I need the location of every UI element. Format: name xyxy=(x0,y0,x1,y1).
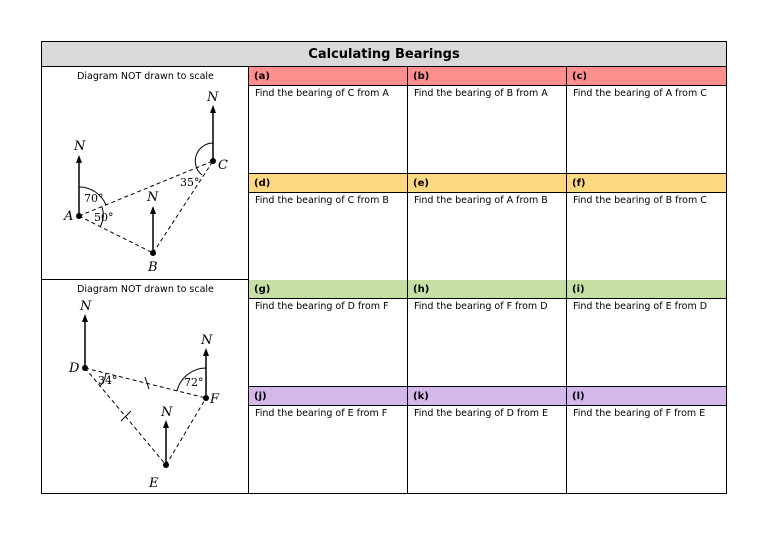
question-letter: (d) xyxy=(249,174,407,193)
angle-label: 35° xyxy=(180,176,200,189)
question-d xyxy=(249,174,408,281)
north-label: N xyxy=(74,139,86,154)
question-letter: (c) xyxy=(567,67,726,86)
question-text: Find the bearing of C from A xyxy=(255,88,389,99)
question-c xyxy=(567,67,726,174)
diagram-caption: Diagram NOT drawn to scale xyxy=(77,71,214,82)
question-h xyxy=(408,280,567,387)
question-letter: (h) xyxy=(408,280,566,299)
question-text: Find the bearing of A from B xyxy=(414,195,548,206)
point-label-f: F xyxy=(210,392,220,407)
question-letter: (g) xyxy=(249,280,407,299)
point-b xyxy=(150,250,156,256)
bearing-diagram-abc xyxy=(42,67,249,280)
point-label-b: B xyxy=(148,260,158,275)
diagram-caption: Diagram NOT drawn to scale xyxy=(77,284,214,295)
point-a xyxy=(76,213,82,219)
question-text: Find the bearing of E from D xyxy=(573,301,708,312)
question-letter: (e) xyxy=(408,174,566,193)
question-l xyxy=(567,387,726,493)
angle-label: 34° xyxy=(98,374,118,387)
question-letter: (k) xyxy=(408,387,566,406)
north-label: N xyxy=(161,405,173,420)
point-label-d: D xyxy=(69,361,80,376)
point-label-a: A xyxy=(64,209,74,224)
north-arrow-f xyxy=(203,348,209,356)
diagram-abc xyxy=(42,67,249,280)
point-label-e: E xyxy=(149,476,159,491)
question-i xyxy=(567,280,726,387)
question-letter: (a) xyxy=(249,67,407,86)
point-c xyxy=(210,158,216,164)
point-e xyxy=(163,462,169,468)
bearing-diagram-def xyxy=(42,280,249,493)
question-text: Find the bearing of A from C xyxy=(573,88,707,99)
question-g xyxy=(249,280,408,387)
point-d xyxy=(82,365,88,371)
question-text: Find the bearing of B from A xyxy=(414,88,548,99)
question-letter: (i) xyxy=(567,280,726,299)
line-ab xyxy=(79,216,153,253)
question-b xyxy=(408,67,567,174)
question-text: Find the bearing of C from B xyxy=(255,195,389,206)
point-label-c: C xyxy=(218,158,228,173)
worksheet-title: Calculating Bearings xyxy=(42,42,726,67)
question-letter: (f) xyxy=(567,174,726,193)
north-label: N xyxy=(207,90,219,105)
point-f xyxy=(203,395,209,401)
angle-label: 70° xyxy=(84,192,104,205)
question-letter: (b) xyxy=(408,67,566,86)
question-e xyxy=(408,174,567,281)
line-bc xyxy=(153,161,213,253)
north-arrow-d xyxy=(82,314,88,322)
north-arrow-e xyxy=(163,420,169,428)
question-k xyxy=(408,387,567,493)
equal-side-tick xyxy=(145,377,149,389)
question-text: Find the bearing of F from D xyxy=(414,301,548,312)
north-label: N xyxy=(201,333,213,348)
question-j xyxy=(249,387,408,493)
question-text: Find the bearing of F from E xyxy=(573,408,706,419)
angle-label: 72° xyxy=(184,376,204,389)
question-f xyxy=(567,174,726,281)
diagram-def xyxy=(42,280,249,493)
question-text: Find the bearing of D from E xyxy=(414,408,549,419)
question-letter: (j) xyxy=(249,387,407,406)
question-text: Find the bearing of B from C xyxy=(573,195,707,206)
north-arrow-c xyxy=(210,105,216,113)
question-text: Find the bearing of E from F xyxy=(255,408,388,419)
north-arrow-b xyxy=(150,206,156,214)
north-arrow-a xyxy=(76,155,82,163)
question-text: Find the bearing of D from F xyxy=(255,301,389,312)
north-label: N xyxy=(147,190,159,205)
worksheet xyxy=(41,41,727,494)
question-letter: (l) xyxy=(567,387,726,406)
north-label: N xyxy=(80,299,92,314)
angle-label: 50° xyxy=(94,211,114,224)
question-a xyxy=(249,67,408,174)
angle-arc-c xyxy=(195,143,213,175)
